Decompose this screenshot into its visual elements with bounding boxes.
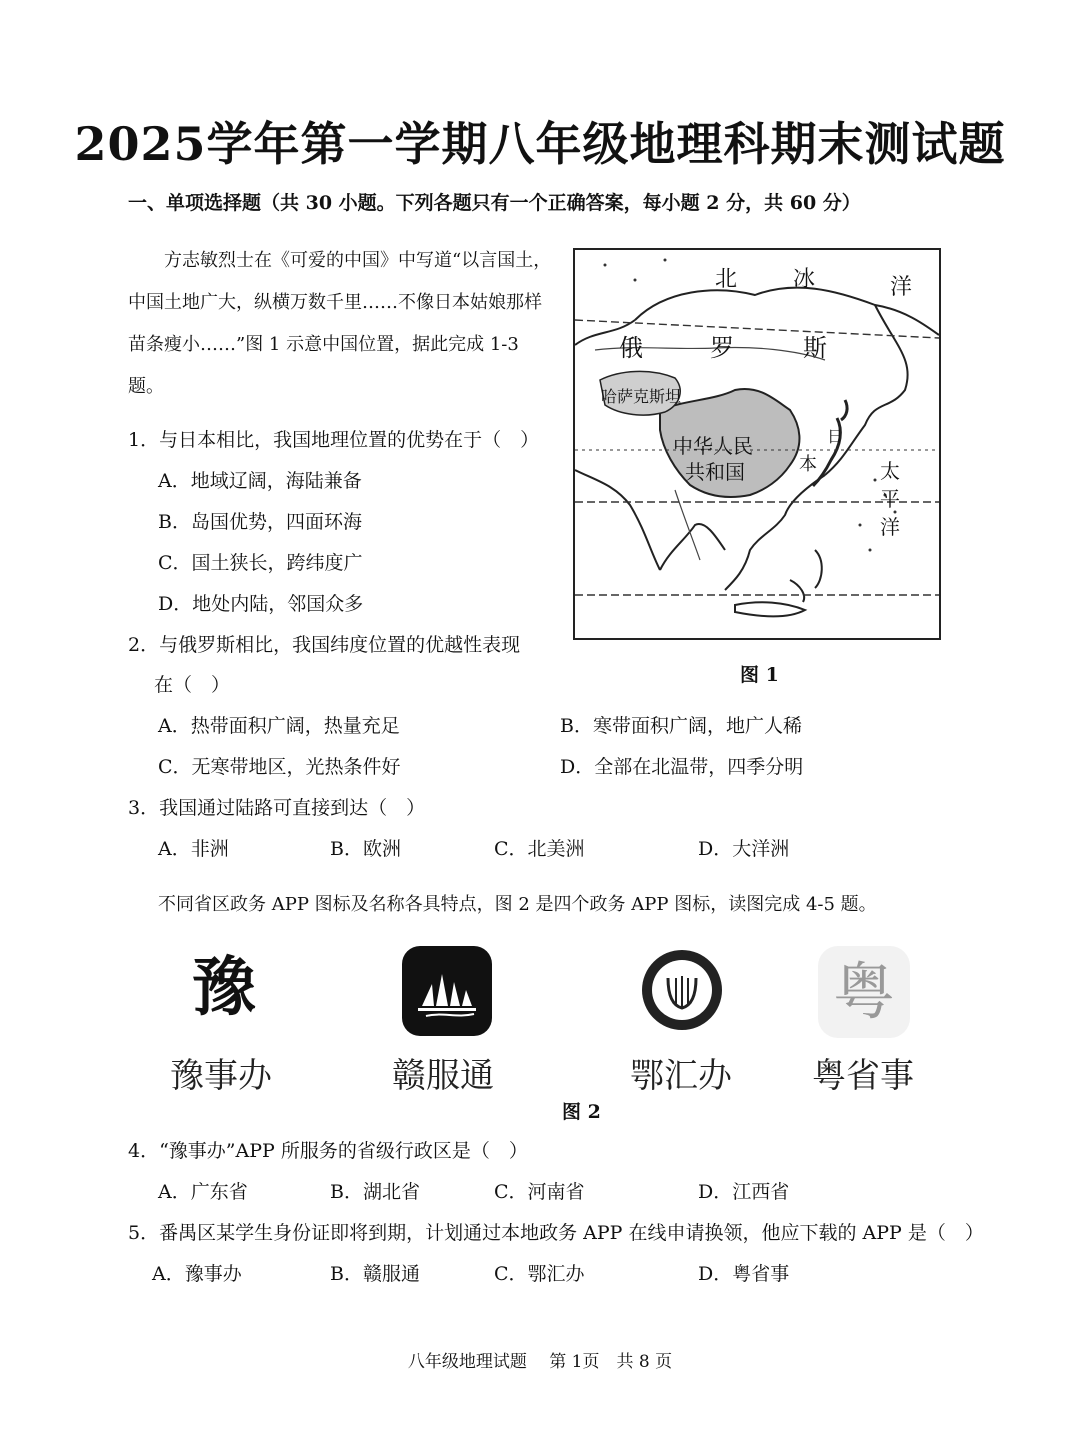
figure-1-caption: 图 1 — [740, 664, 779, 686]
guangdong-app-icon: 粤 — [818, 946, 910, 1038]
question-3-option-d: D．大洋洲 — [698, 838, 790, 860]
passage-intro-2: 不同省区政务 APP 图标及名称各具特点，图 2 是四个政务 APP 图标，读图完成 4-5 题。 — [158, 894, 877, 915]
map-label-china-1: 中华人民 — [673, 434, 753, 458]
map-label-pacific-1: 太 — [880, 459, 900, 483]
hubei-app-icon — [640, 948, 724, 1032]
question-1-option-a: A．地域辽阔，海陆兼备 — [158, 470, 362, 492]
jiangxi-app-name: 赣服通 — [392, 1056, 494, 1096]
question-3-stem: 3．我国通过陆路可直接到达（ ） — [128, 797, 426, 819]
hubei-app-name: 鄂汇办 — [630, 1056, 732, 1096]
question-2-stem: 2．与俄罗斯相比，我国纬度位置的优越性表现 — [128, 634, 521, 656]
question-2-option-c: C．无寒带地区，光热条件好 — [158, 756, 401, 778]
map-label-north: 北 — [715, 267, 738, 292]
question-2-option-b: B．寒带面积广阔，地广人稀 — [560, 715, 802, 737]
passage-intro: 方志敏烈士在《可爱的中国》中写道“以言国土，中国土地广大，纵横万数千里……不像日本姑娘那样苗条瘦小……”图 1 示意中国位置，据此完成 1-3 题。 — [128, 250, 552, 397]
question-3-option-c: C．北美洲 — [494, 838, 585, 860]
question-3-option-a: A．非洲 — [158, 838, 229, 860]
map-label-russia-2: 罗 — [710, 334, 734, 362]
jiangxi-app-icon — [402, 946, 492, 1036]
question-5-option-a: A．豫事办 — [152, 1263, 242, 1285]
question-4-option-d: D．江西省 — [698, 1181, 790, 1203]
henan-app-name: 豫事办 — [170, 1056, 272, 1096]
question-3-option-b: B．欧洲 — [330, 838, 401, 860]
asia-map-drawing — [575, 250, 939, 638]
question-1-option-b: B．岛国优势，四面环海 — [158, 511, 362, 533]
question-4-stem: 4．“豫事办”APP 所服务的省级行政区是（ ） — [128, 1140, 528, 1162]
question-1-option-d: D．地处内陆，邻国众多 — [158, 593, 364, 615]
map-label-ocean-north: 洋 — [890, 275, 913, 300]
map-label-pacific-2: 平 — [880, 487, 900, 511]
map-label-russia-1: 俄 — [619, 334, 643, 362]
section-heading: 一、单项选择题（共 30 小题。下列各题只有一个正确答案，每小题 2 分，共 60 分） — [128, 192, 861, 214]
question-1-stem: 1．与日本相比，我国地理位置的优势在于（ ） — [128, 429, 540, 451]
question-4-option-a: A．广东省 — [158, 1181, 248, 1203]
figure-2-caption: 图 2 — [562, 1101, 601, 1123]
figure-1-map — [573, 248, 941, 640]
map-label-japan-1: 日 — [827, 427, 844, 446]
question-1-option-c: C．国土狭长，跨纬度广 — [158, 552, 363, 574]
page-footer: 八年级地理试题 第 1页 共 8 页 — [407, 1352, 673, 1372]
map-label-japan-2: 本 — [799, 454, 817, 475]
question-5-option-c: C．鄂汇办 — [494, 1263, 585, 1285]
question-5-stem: 5．番禺区某学生身份证即将到期，计划通过本地政务 APP 在线申请换领，他应下载的 APP 是（ ） — [128, 1222, 984, 1244]
question-2-option-a: A．热带面积广阔，热量充足 — [158, 715, 400, 737]
question-5-option-b: B．赣服通 — [330, 1263, 420, 1285]
map-label-kazakhstan: 哈萨克斯坦 — [601, 387, 682, 406]
map-label-china-2: 共和国 — [685, 460, 745, 484]
question-4-option-c: C．河南省 — [494, 1181, 585, 1203]
map-label-pacific-3: 洋 — [880, 515, 900, 539]
henan-app-icon: 豫 — [192, 950, 256, 1025]
question-4-option-b: B．湖北省 — [330, 1181, 420, 1203]
guangdong-app-name: 粤省事 — [812, 1056, 914, 1096]
page-title: 2025学年第一学期八年级地理科期末测试题 — [74, 117, 1006, 171]
question-2-option-d: D．全部在北温带，四季分明 — [560, 756, 804, 778]
map-label-ice: 冰 — [793, 267, 816, 292]
question-2-stem-cont: 在（ ） — [154, 674, 231, 696]
question-5-option-d: D．粤省事 — [698, 1263, 790, 1285]
map-label-russia-3: 斯 — [803, 334, 827, 362]
